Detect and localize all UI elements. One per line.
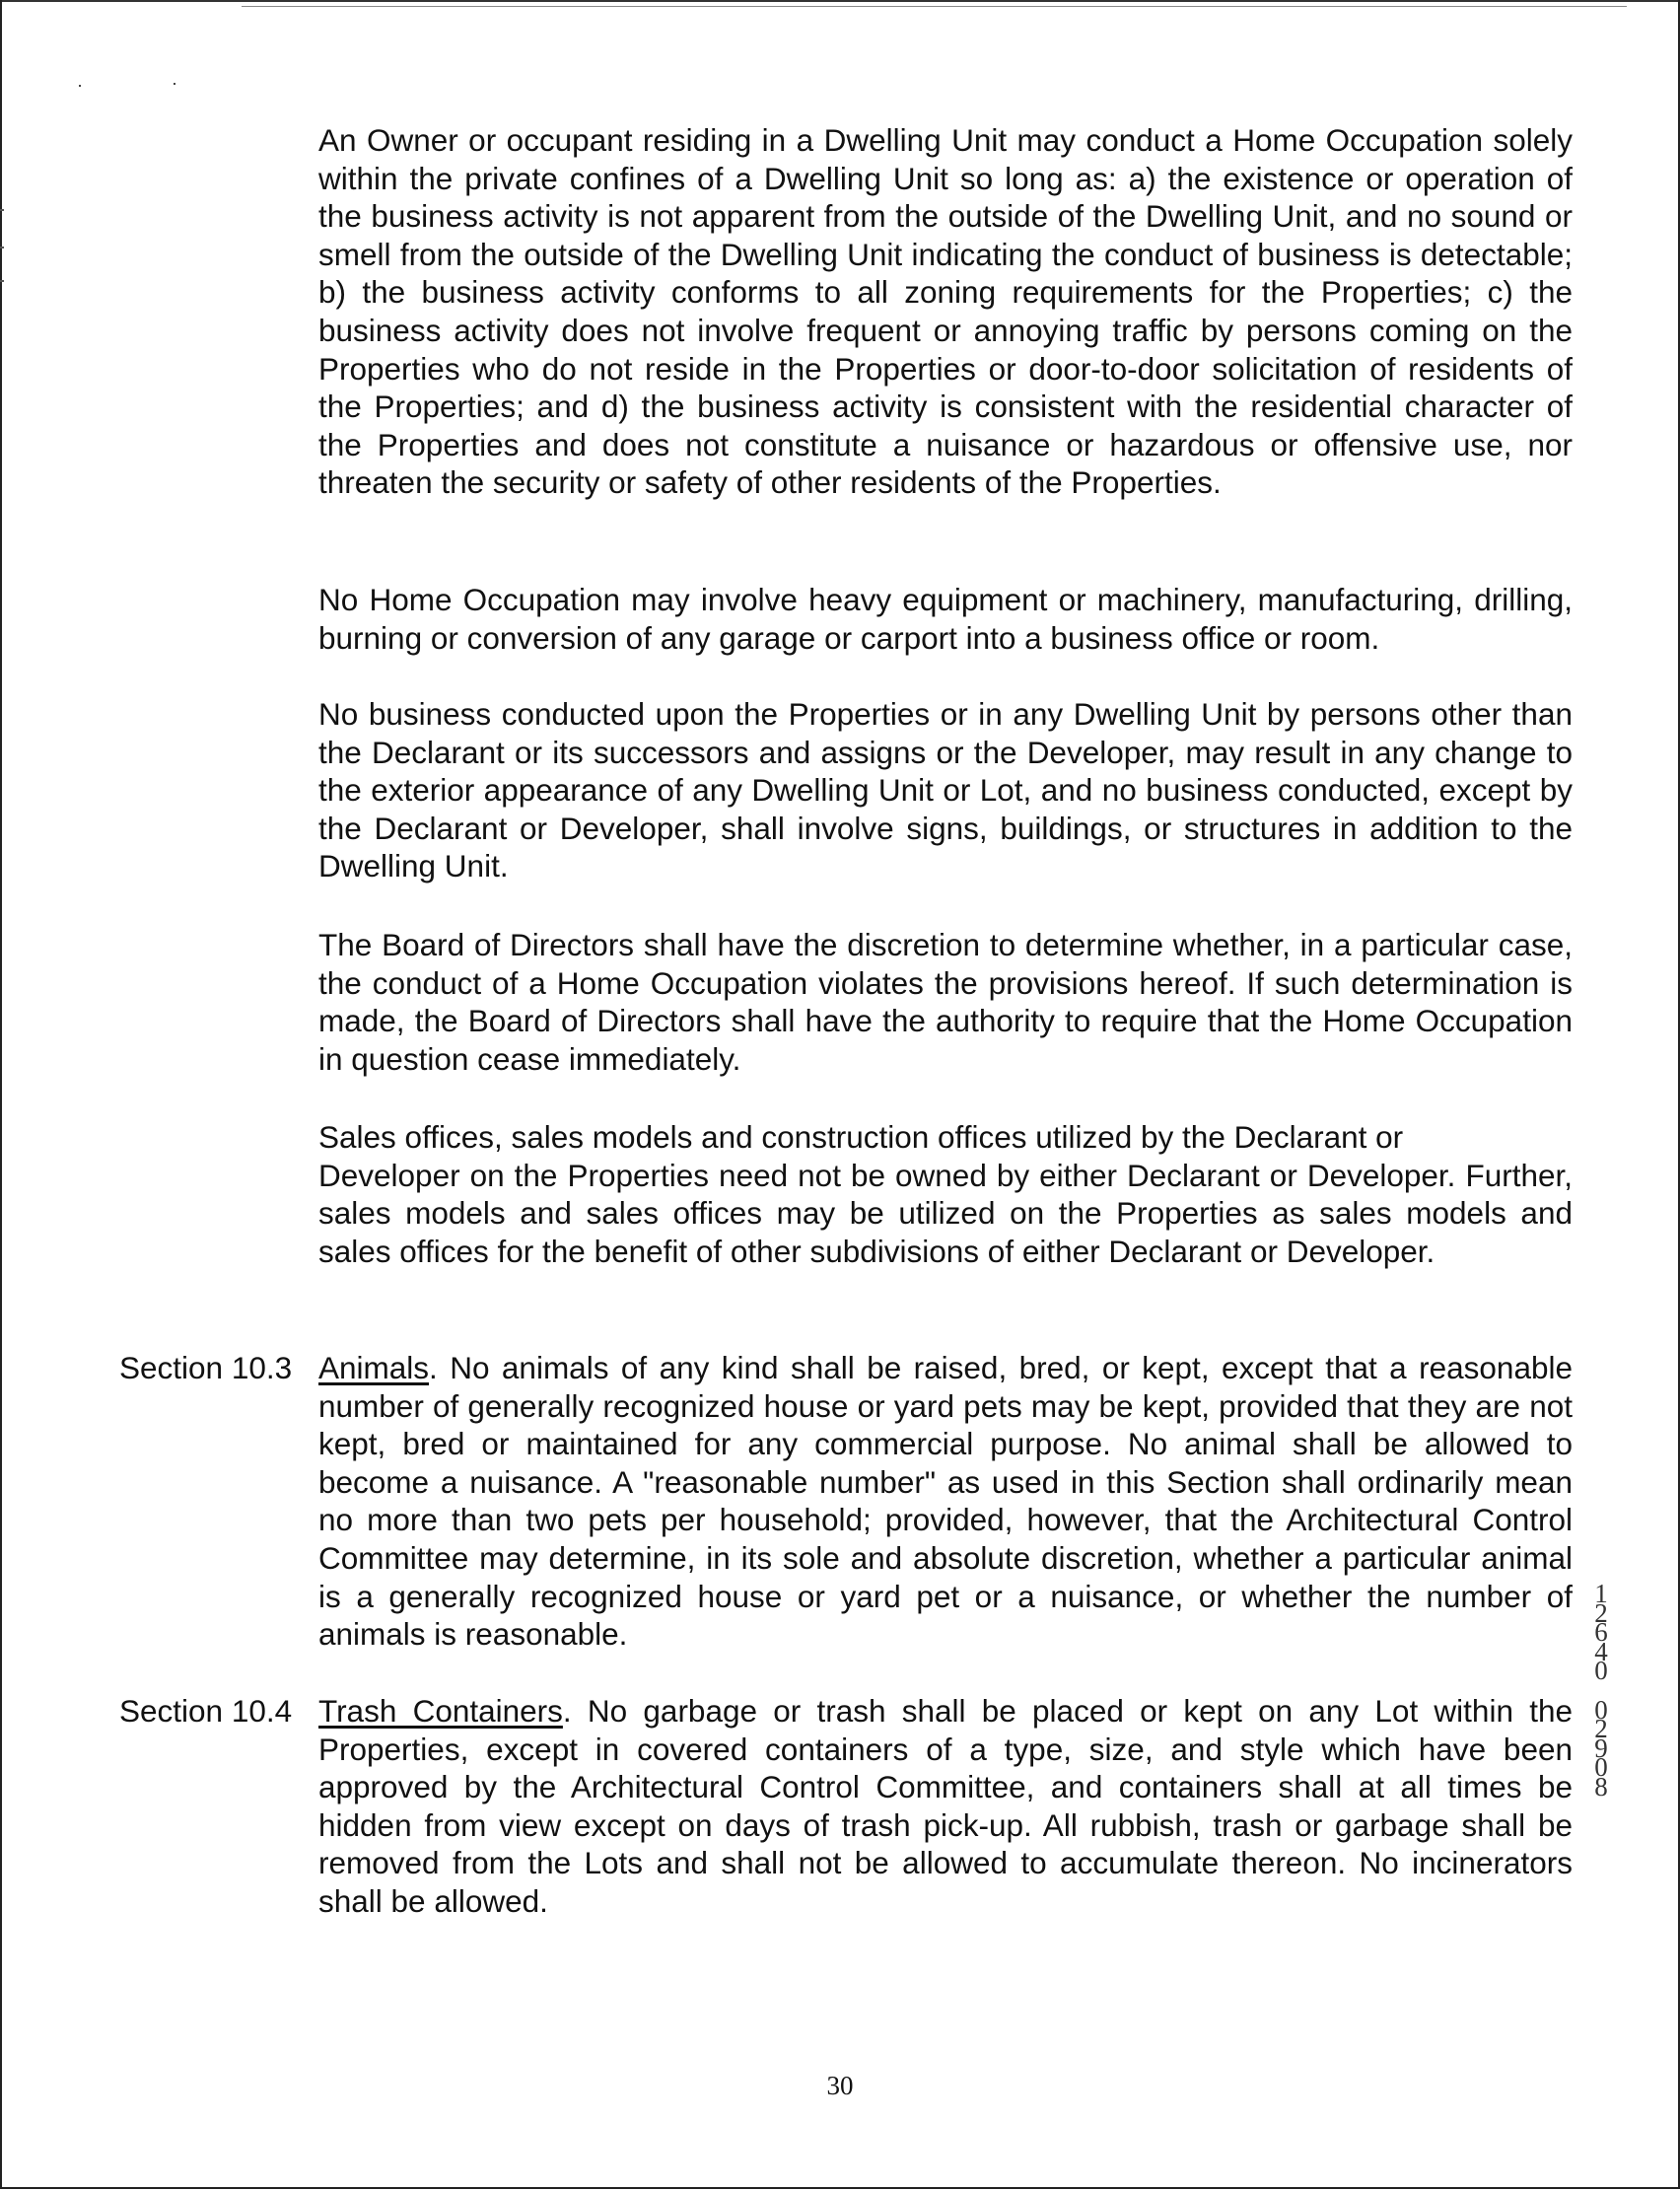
section-10-4-body [318,1692,1573,1921]
section-10-3-body [318,1349,1573,1654]
section-title-trash-containers: Trash Containers [318,1693,563,1729]
section-label-10-4: Section 10.4 [119,1693,293,1729]
paragraph-sales-offices-line1: Sales offices, sales models and construction offices utilized by the Declarant or [318,1119,1404,1155]
paragraph-business-appearance: No business conducted upon the Properties or in any Dwelling Unit by persons other than the Declarant or its successors and assigns or the Developer, may result in any change to the exterior appearance of any Dwelling Unit or Lot, and no business conducted, except by the Declarant or Developer, shall involve signs, buildings, or structures in addition to the Dwelling Unit. [318,696,1573,884]
paragraph-home-occupation-restrictions: No Home Occupation may involve heavy equipment or machinery, manufacturing, drilling, burning or conversion of any garage or carport into a business office or room. [318,582,1573,656]
section-label-10-3: Section 10.3 [119,1350,293,1385]
scan-edge-mark [0,247,4,248]
stamp-number-part1: 12640 [1594,1579,1608,1685]
section-title-animals: Animals [318,1350,430,1385]
scan-edge-mark [0,209,4,211]
scan-speck [79,85,81,87]
stamp-number-part2: 02908 [1594,1694,1608,1802]
page-number: 30 [826,2071,854,2100]
paragraph-home-occupation-conditions: An Owner or occupant residing in a Dwelling Unit may conduct a Home Occupation solely within the private confines of a Dwelling Unit so long as: a) the existence or operation of the business activity is not apparent from the outside of the Dwelling Unit, and no sound or smell from the outside of the Dwelling Unit indicating the conduct of business is detectable; b) the business activity conforms to all zoning requirements for the Properties; c) the business activity does not involve frequent or annoying traffic by persons coming on the Properties who do not reside in the Properties or door-to-door solicitation of residents of the Properties; and d) the business activity is consistent with the residential character of the Properties and does not constitute a nuisance or hazardous or offensive use, nor threaten the security or safety of other residents of the Properties. [318,122,1573,501]
paragraph-sales-offices [318,1118,1573,1270]
paragraph-board-discretion: The Board of Directors shall have the discretion to determine whether, in a particular case, the conduct of a Home Occupation violates the provisions hereof. If such determination is made, the Board of Directors shall have the authority to require that the Home Occupation in question cease immediately. [318,927,1573,1077]
paragraph-sales-offices-rest: Developer on the Properties need not be owned by either Declarant or Developer. Further, sales models and sales offices may be utilized on the Properties as sales models and sales offices for the benefit of other subdivisions of either Declarant or Developer. [318,1157,1573,1269]
document-recording-stamp [1589,1579,1613,1802]
section-10-4-text: . No garbage or trash shall be placed or kept on any Lot within the Properties, except in covered containers of a type, size, and style which have been approved by the Architectural Control Committee, and containers shall at all times be hidden from view except on days of trash pick-up. All rubbish, trash or garbage shall be removed from the Lots and shall not be allowed to accumulate thereon. No incinerators shall be allowed. [318,1693,1573,1919]
section-10-3-text: . No animals of any kind shall be raised, bred, or kept, except that a reasonable number of generally recognized house or yard pets may be kept, provided that they are not kept, bred or maintained for any commercial purpose. No animal shall be allowed to become a nuisance. A "reasonable number" as used in this Section shall ordinarily mean no more than two pets per household; provided, however, that the Architectural Control Committee may determine, in its sole and absolute discretion, whether a particular animal is a generally recognized house or yard pet or a nuisance, or whether the number of animals is reasonable. [318,1350,1573,1653]
scan-edge-mark [0,280,4,282]
scan-speck [174,83,175,85]
